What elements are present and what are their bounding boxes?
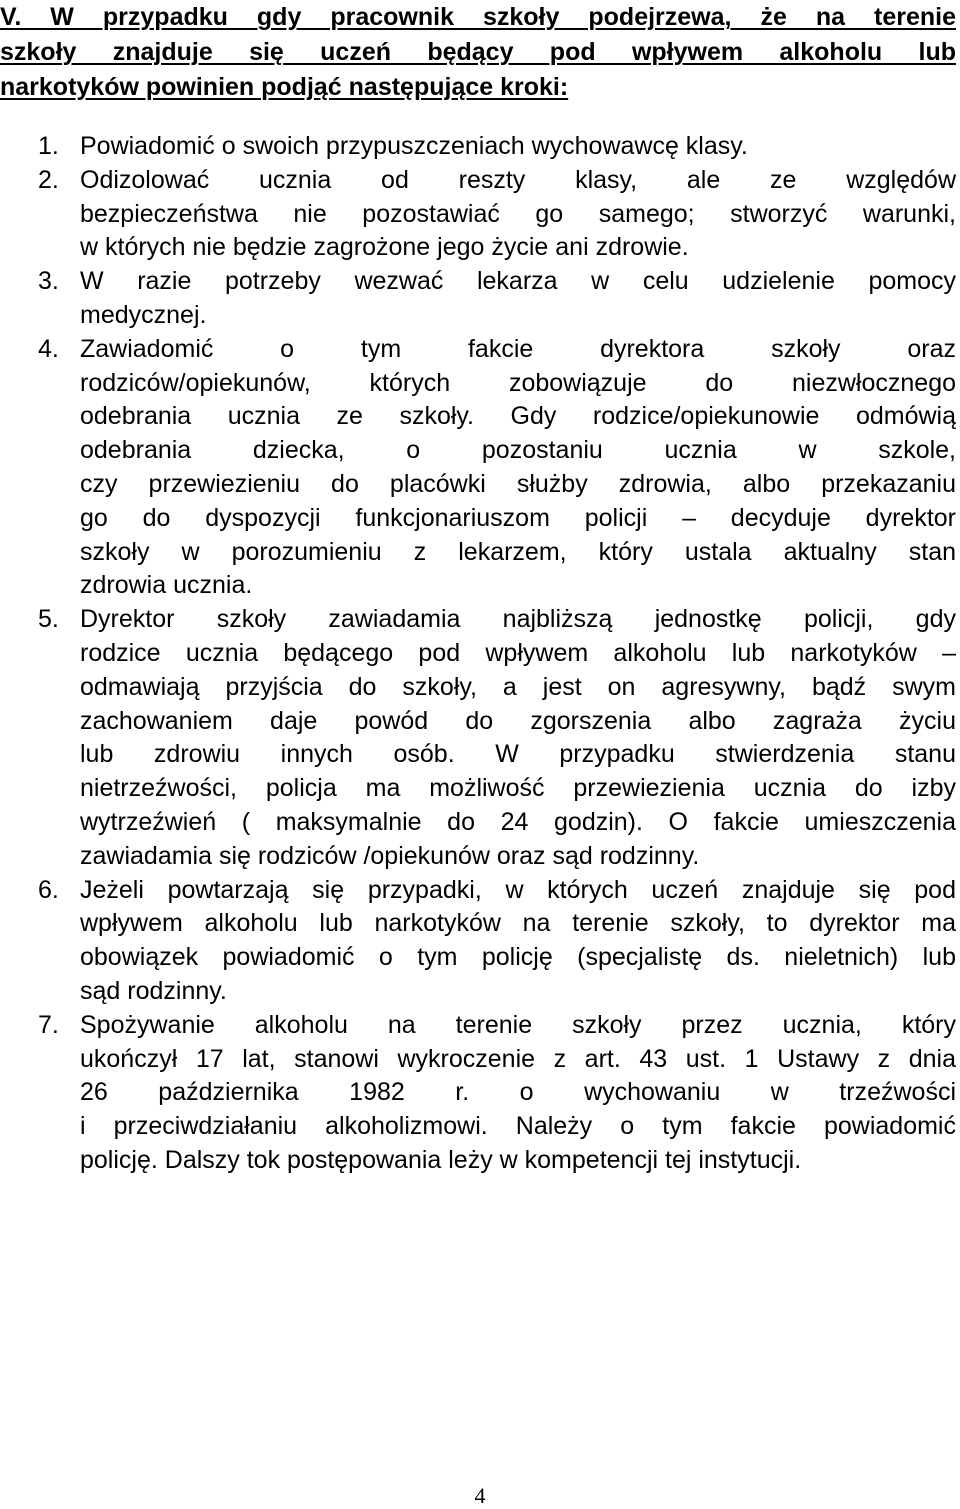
section-heading <box>0 0 956 105</box>
heading-line: V. W przypadku gdy pracownik szkoły podejrzewa, że na terenie <box>0 3 956 31</box>
step-text-line: ukończył 17 lat, stanowi wykroczenie z art. 43 ust. 1 Ustawy z dnia <box>80 1044 956 1073</box>
step-text-line: zachowaniem daje powód do zgorszenia albo zagraża życiu <box>80 706 956 735</box>
step-text-line: odmawiają przyjścia do szkoły, a jest on agresywny, bądź swym <box>80 672 956 701</box>
step-text-line: zawiadamia się rodziców /opiekunów oraz sąd rodzinny. <box>80 841 700 870</box>
step-text-line: odebrania ucznia ze szkoły. Gdy rodzice/opiekunowie odmówią <box>80 402 956 431</box>
step-text-line: rodziców/opiekunów, których zobowiązuje do niezwłocznego <box>80 368 956 397</box>
step-6 <box>0 874 956 1009</box>
step-number: 7. <box>38 1010 59 1039</box>
step-text-line: nietrzeźwości, policja ma możliwość przewiezienia ucznia do izby <box>80 774 956 803</box>
step-text-line: szkoły w porozumieniu z lekarzem, który ustala aktualny stan <box>80 537 956 566</box>
step-text-line: wytrzeźwień ( maksymalnie do 24 godzin). O fakcie umieszczenia <box>80 807 956 836</box>
step-text-line: Odizolować ucznia od reszty klasy, ale ze względów <box>80 165 956 194</box>
step-2 <box>0 164 956 265</box>
step-1 <box>0 130 956 164</box>
step-text-line: obowiązek powiadomić o tym policję (specjalistę ds. nieletnich) lub <box>80 943 956 972</box>
step-number: 2. <box>38 165 59 194</box>
step-text-line: bezpieczeństwa nie pozostawiać go samego; stworzyć warunki, <box>80 199 956 228</box>
step-number: 5. <box>38 605 59 634</box>
step-text-line: sąd rodzinny. <box>80 976 227 1005</box>
step-text-line: Zawiadomić o tym fakcie dyrektora szkoły oraz <box>80 334 956 363</box>
step-text-line: i przeciwdziałaniu alkoholizmowi. Należy o tym fakcie powiadomić <box>80 1112 956 1141</box>
step-text-line: lub zdrowiu innych osób. W przypadku stwierdzenia stanu <box>80 740 956 769</box>
step-number: 6. <box>38 875 59 904</box>
step-text-line: W razie potrzeby wezwać lekarza w celu udzielenie pomocy <box>80 267 956 296</box>
steps-list <box>0 130 956 1178</box>
step-text-line: Spożywanie alkoholu na terenie szkoły przez ucznia, który <box>80 1010 956 1039</box>
step-3 <box>0 265 956 333</box>
step-text-line: Dyrektor szkoły zawiadamia najbliższą jednostkę policji, gdy <box>80 605 956 634</box>
step-text-line: Powiadomić o swoich przypuszczeniach wychowawcę klasy. <box>80 132 748 160</box>
step-text-line: medycznej. <box>80 300 207 329</box>
step-text-line: go do dyspozycji funkcjonariuszom policji – decyduje dyrektor <box>80 503 956 532</box>
heading-line: szkoły znajduje się uczeń będący pod wpływem alkoholu lub <box>0 38 956 66</box>
step-text-line: policję. Dalszy tok postępowania leży w kompetencji tej instytucji. <box>80 1145 802 1174</box>
step-7 <box>0 1009 956 1178</box>
step-4 <box>0 333 956 603</box>
step-text-line: 26 października 1982 r. o wychowaniu w trzeźwości <box>80 1078 956 1107</box>
step-text-line: Jeżeli powtarzają się przypadki, w których uczeń znajduje się pod <box>80 875 956 904</box>
step-number: 3. <box>38 267 59 296</box>
step-text-line: odebrania dziecka, o pozostaniu ucznia w szkole, <box>80 436 956 465</box>
heading-line: narkotyków powinien podjąć następujące kroki: <box>0 73 569 101</box>
step-number: 1. <box>38 132 59 160</box>
step-5 <box>0 603 956 873</box>
step-number: 4. <box>38 334 59 363</box>
step-text-line: rodzice ucznia będącego pod wpływem alkoholu lub narkotyków – <box>80 638 956 667</box>
page-number: 4 <box>474 1483 486 1508</box>
step-text-line: w których nie będzie zagrożone jego życie ani zdrowie. <box>80 233 689 262</box>
step-text-line: zdrowia ucznia. <box>80 571 253 600</box>
step-text-line: wpływem alkoholu lub narkotyków na terenie szkoły, to dyrektor ma <box>80 909 956 938</box>
step-text-line: czy przewiezieniu do placówki służby zdrowia, albo przekazaniu <box>80 469 956 498</box>
